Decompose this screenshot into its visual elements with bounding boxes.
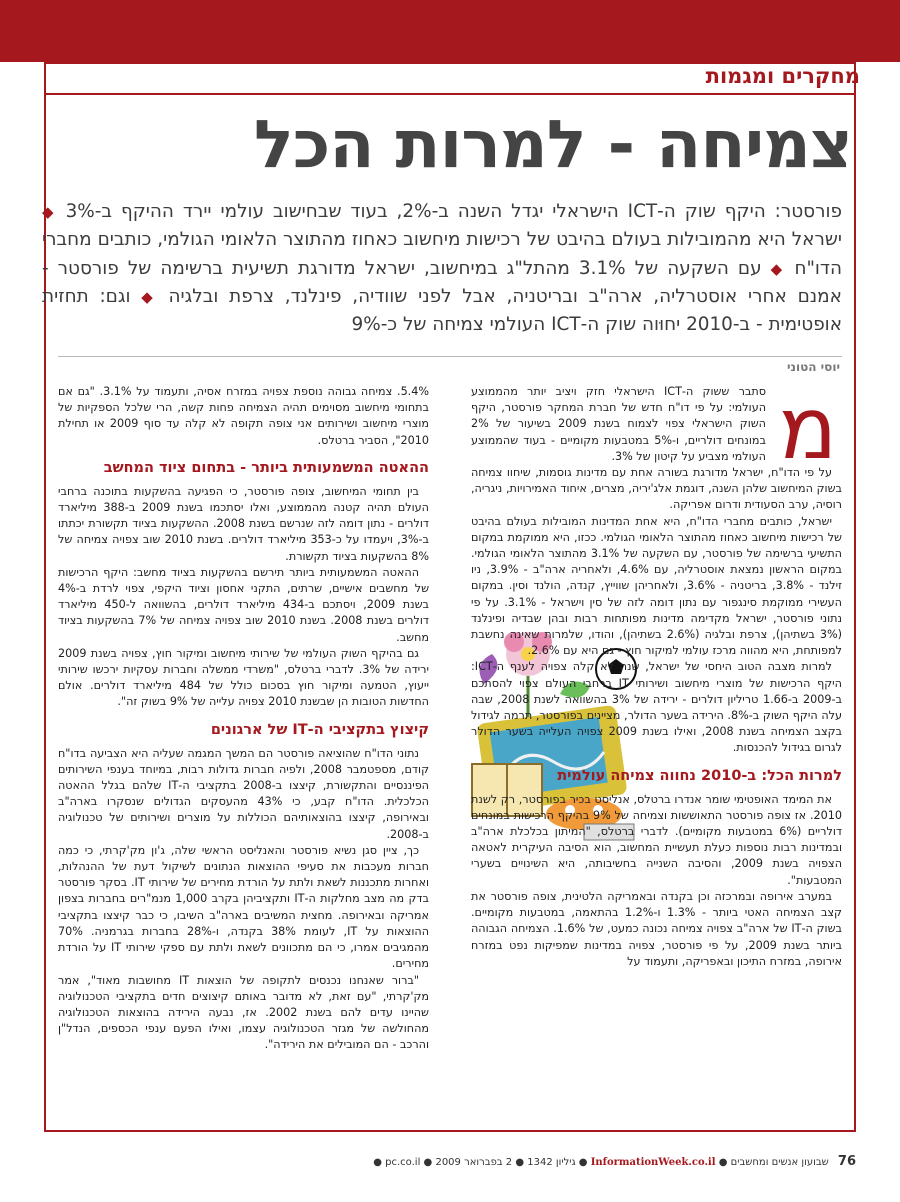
section-rule <box>44 93 856 95</box>
bullet-icon: ● <box>373 1157 382 1168</box>
subhead-part-1: פורסטר: היקף שוק ה-ICT הישראלי יגדל השנה ב-2%, בעוד שבחישוב עולמי יירד ההיקף ב-3% <box>65 201 842 222</box>
magazine-name: שבועון אנשים ומחשבים <box>730 1157 829 1168</box>
bullet-icon: ● <box>512 1157 525 1168</box>
paragraph: ישראל, כותבים מחברי הדו"ח, היא אחת המדינות המובילות בעולם בהיבט של רכישות מיחשוב כאחוז מהתוצר הלאומי הגולמי. ככזו, היא ממוקמת במקום התשיעי ברשימה של פורסטר, עם השקעה של 3.1% מהתוצר הלאומי הגולמי. במקום הראשון נמצאת אוסטרליה, עם 4.6%, ולאחריה ארה"ב - 3.9%, ניו זילנד - 3.8%, בריטניה - 3.6%, ולאחריהן שווייץ, קנדה, הולנד וסין. במקום העשירי ממוקמת סינגפור עם נתון דומה לזה של סין וישראל - 3.1%. על פי נתוני פורסטר, ישראל מקדימה מדינות מפותחות רבות ובהן שבדיה ופינלנד (3% בשתיהן), צרפת ובלגיה (2.6% בשתיהן), והודו, שלמרות שאינה נחשבת למפותחת, היא מהווה מרכז עולמי למיקור חוץ - גם היא עם 2.6%. <box>471 514 843 658</box>
paragraph: גם בהיקף השוק העולמי של שירותי מיחשוב ומיקור חוץ, צפויה בשנת 2009 ירידה של 3%. לדברי ברטלס, "משרדי ממשלה וחברות עסקיות ירכשו שירותי ייעוץ, הטמעה ומיקור חוץ בסכום כולל של 484 מיליארד דולרים. אולם החדשות הטובות הן שבשנת 2010 צפויה עלייה של 9% בשוק זה". <box>58 646 429 709</box>
page-footer <box>44 1152 856 1172</box>
paragraph: על פי הדו"ח, ישראל מדורגת בשורה אחת עם מדינות גוסמות, שיחוו צמיחה בשוק המיחשוב שלהן השנה, דוגמת אלג'יריה, מצרים, איחוד האמירויות, ניגריה, רוסיה, ערב הסעודית ודרום אפריקה. <box>471 466 842 512</box>
section-heading: למרות הכל: ב-2010 נחווה צמיחה עולמית <box>557 767 842 784</box>
paragraph: כך, ציין סגן נשיא פורסטר והאנליסט הראשי שלה, ג'ון מק'קרתי, כי כמה חברות מעכבות את סעיפי ההוצאות הנתונים לשיקול דעת של ההנהלות, ואחרות מתכננות לשאת ולתת על הורדת מחירים של שירותי IT. בסקר פורסטר בדק מה מצב מחלקות ה-IT ותקציביהן בקרב 1,000 מנמ"רים בחברות בצפון אמריקה ובאירופה. מחצית המשיבים בארה"ב השיבו, כי כבר קיצצו בתקציבי ההוצאות על IT, לעומת 38% בקנדה, ו-28% בחברות בגרמניה. 70% מהמגיבים אמרו, כי הם מתכוונים לשאת ולתת עם ספקי שירותי IT על הורדת מחירים. <box>58 843 430 971</box>
page-number: 76 <box>837 1154 856 1169</box>
section-heading: ההאטה המשמעותית ביותר - בתחום ציוד המחשב <box>103 459 429 476</box>
paragraph: סתבר ששוק ה-ICT הישראלי חזק ויציב יותר מהממוצע העולמי: על פי דו"ח חדש של חברת המחקר פורסטר, היקף השוק הישראלי צפוי לצמוח בשנת 2009 בשיעור של 2% במונחים דולריים, ו-5% במטבעות מקומיים - בעוד שהממוצע העולמי מצביע על קיטון של 3%. <box>471 385 766 463</box>
section-label: מחקרים ומגמות <box>705 64 860 88</box>
article-column-left <box>58 384 429 1054</box>
site-link[interactable]: InformationWeek.co.il <box>590 1157 716 1168</box>
diamond-icon: ◆ <box>770 259 786 278</box>
bullet-icon: ● <box>575 1157 588 1168</box>
headline: צמיחה - למרות הכל <box>253 106 852 183</box>
subhead-part-2: ישראל היא מהמובילות בעולם בהיבט של רכישות מיחשוב כאחוז מהתוצר הלאומי הגולמי, כותבים מחברי הדו"ח <box>42 229 842 279</box>
site-link-2[interactable]: pc.co.il <box>385 1157 421 1168</box>
top-color-bar <box>0 0 900 62</box>
paragraph: "ברור שאנחנו נכנסים לתקופה של הוצאות IT מחושבות מאוד", אמר מק'קרתי, "עם זאת, לא מדובר באותם קיצוצים חדים בתקציבי הטכנולוגיה שהיינו עדים להם בשנת 2002. אז, נבעה הירידה בהוצאות הטכנולוגיה מהחולשה של מגזר הטכנולוגיה עצמו, ואילו הפעם ענפי הכספים, הנדל"ן והרכב - הם המובילים את הירידה". <box>58 973 429 1052</box>
subhead-part-4: וגם: תחזית אופטימית - ב-2010 יחוּוה שוק ה-ICT העולמי צמיחה של כ-9% <box>42 285 842 336</box>
paragraph: נתוני הדו"ח שהוציאה פורסטר הם המשך המגמה שעליה היא הצביעה בדו"ח קודם, מספטמבר 2008, ולפיה חברות גדולות רבות, במיוחד בענפי השירותים הפיננסיים והתקשורת, קיצצו ב-2008 בתקציבי ה-IT שלהם בגלל ההאטה הכלכלית. הדו"ח קבע, כי 43% מהעסקים הגדולים שנסקרו בארה"ב ובאירופה, קיצצו בהוצאותיהם הכוללות על מוצרים ושירותים של טכנולוגיה ב-2008. <box>58 746 430 841</box>
paragraph: ההאטה המשמעותית ביותר תירשם בהשקעות בציוד מחשב: היקף הרכישות של מחשבים אישיים, שרתים, התקני אחסון וציוד היקפי, צפוי לרדת ב-4% בשנת 2009, ויסתכם ב-434 מיליארד דולרים, בהשוואה ל-450 מיליארד דולרים בשנת 2008. בשנת 2010 שוב צפויה צמיחה של 7% בהשקעות בציוד מחשב. <box>58 565 429 644</box>
diamond-icon: ◆ <box>42 203 57 221</box>
subheading <box>42 198 842 339</box>
subhead-part-3: עם השקעה של 3.1% מהתל"ג במיחשוב, ישראל מדורגת תשיעית ברשימה של פורסטר - אמנם אחרי אוסטרליה, ארה"ב ובריטניה, אבל לפני שוודיה, פינלנד, צרפת ובלגיה <box>42 257 842 307</box>
byline-rule <box>58 356 842 357</box>
paragraph: את המימד האופטימי שומר אנדרו ברטלס, אנליסט בכיר בפורסטר, רק לשנת 2010. אז צופה פורסטר התאוששות וצמיחה של 9% בהיקף הרכישות במונחים דולריים (6% במטבעות מקומיים). לדברי ברטלס, "המיתון בכלכלת ארה"ב ובמדינות רבות נוספות כעלת תעשיית המחשוב, הוא הסיבה העיקרית לאטאה הצפויה בשנת 2009, והסיבה השנייה בחשיבותה, היא השינויים בשערי המטבעות". <box>471 792 843 887</box>
bullet-icon: ● <box>715 1157 728 1168</box>
issue-date: 2 בפברואר 2009 <box>435 1157 513 1168</box>
bullet-icon: ● <box>420 1157 433 1168</box>
issue-number: גיליון 1342 <box>527 1157 576 1168</box>
diamond-icon: ◆ <box>141 287 158 306</box>
paragraph: למרות מצבה הטוב היחסי של ישראל, שנה לא קלה צפויה לענף ה-ICT: היקף הרכישות של מוצרי מיחשוב ושירותי IT ברחבי העולם צפוי להסתכם ב-2009 ב-1.66 טריליון דולרים - ירידה של 3% בהשוואה לשנת 2008, שבה עלה היקף השוק ב-8%. הירידה בשער הדולר, מציינים בפורסטר, תרמה לגידול בקצב הצמיחה בשנת 2008, ואילו בשנת 2009 צפויה העלייה בשער הדולר לגרום בגידול להכנסות. <box>471 660 843 755</box>
paragraph: במערב אירופה ובמרכזה וכן בקנדה ובאמריקה הלטינית, צופה פורסטר את קצב הצמיחה האטי ביותר - 1.3% ו-1.2% בהתאמה, במטבעות מקומיים. בשוק ה-IT של ארה"ב צפויה צמיחה נכונה כמעט, של 1.6%. הצמיחה הגבוהה ביותר בשנת 2009, על פי פורסטר, צפויה במדינות שמפיקות נפט במזרח אירופה, במזרח התיכון ובאפריקה, ותעמוד על <box>471 889 843 968</box>
paragraph: 5.4%. צמיחה גבוהה נוספת צפויה במזרח אסיה, ותעמוד על 3.1%. "גם אם בתחומי מיחשוב מסוימים תהיה הצמיחה פחות קשה, הרי שלכל הספקיות של מוצרי מיחשוב ושירותים אני צופה תקופה לא קלה עד סוף 2009 או תחילת 2010", הסביר ברטלס. <box>58 385 430 447</box>
byline: יוסי הטוני <box>786 360 840 374</box>
article-column-right <box>471 379 843 970</box>
section-heading: קיצוץ בתקציבי ה-IT של ארגונים <box>210 721 429 738</box>
drop-cap: מ <box>778 379 838 479</box>
paragraph: בין תחומי המיחשוב, צופה פורסטר, כי הפגיעה בהשקעות בתוכנה ברחבי העולם תהיה קטנה מהממוצע, ואלו יסתכמו בשנת 2009 ב-388 מיליארד דולרים - נתון דומה לזה שנרשם בשנת 2008. ההשקעות בציוד תקשורת יכתתו ב-3%, ויעמדו על כ-353 מיליארד דולרים. בשנת 2010 שוב צפויה צמיחה של 8% בהשקעות בציוד תקשורת. <box>58 484 429 563</box>
